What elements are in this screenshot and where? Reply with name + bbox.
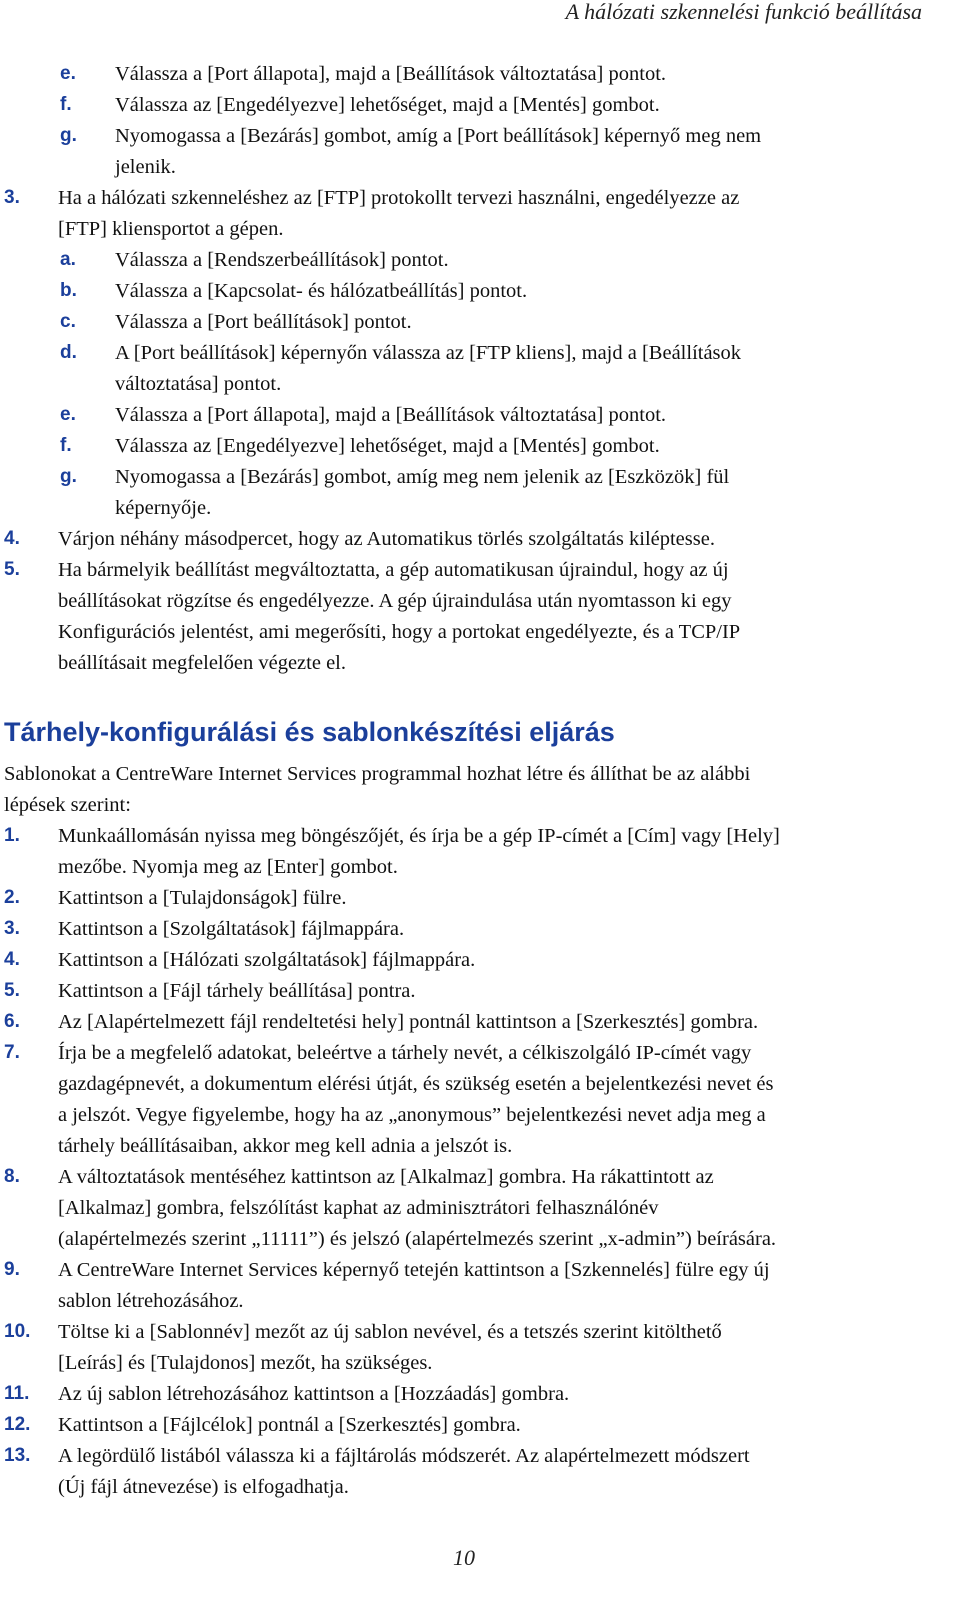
list-item-text-line: Munkaállomásán nyissa meg böngészőjét, és írja be a gép IP-címét a [Cím] vagy [Hely] bbox=[58, 825, 780, 847]
list-item-text-line: Válassza az [Engedélyezve] lehetőséget, majd a [Mentés] gombot. bbox=[115, 435, 660, 457]
list-item-number: a. bbox=[60, 249, 76, 270]
list-item-text-line: Nyomogassa a [Bezárás] gombot, amíg meg nem jelenik az [Eszközök] fül bbox=[115, 466, 730, 488]
list-item-number: 12. bbox=[4, 1414, 31, 1435]
page-header: A hálózati szkennelési funkció beállítása bbox=[565, 0, 922, 24]
list-item-text-line: Töltse ki a [Sablonnév] mezőt az új sablon nevével, és a tetszés szerint kitölthető bbox=[58, 1321, 722, 1343]
list-item-number: 10. bbox=[4, 1321, 31, 1342]
list-item-number: 13. bbox=[4, 1445, 31, 1466]
list-item-text-line: tárhely beállításaiban, akkor meg kell adnia a jelszót is. bbox=[58, 1135, 513, 1157]
list-item-text-line: Válassza a [Port beállítások] pontot. bbox=[115, 311, 412, 333]
list-item-number: e. bbox=[60, 63, 76, 84]
list-item-number: g. bbox=[60, 466, 77, 487]
list-item-number: 6. bbox=[4, 1011, 20, 1032]
list-item-number: 5. bbox=[4, 980, 20, 1001]
list-item-number: 3. bbox=[4, 187, 20, 208]
list-item-text-line: Kattintson a [Szolgáltatások] fájlmappára. bbox=[58, 918, 405, 940]
list-item-text-line: Kattintson a [Tulajdonságok] fülre. bbox=[58, 887, 347, 909]
list-item-number: e. bbox=[60, 404, 76, 425]
list-item-number: 9. bbox=[4, 1259, 20, 1280]
list-item-number: b. bbox=[60, 280, 77, 301]
list-item-text-line: Írja be a megfelelő adatokat, beleértve a tárhely nevét, a célkiszolgáló IP-címét vagy bbox=[58, 1042, 752, 1064]
list-item-text-line: sablon létrehozásához. bbox=[58, 1290, 244, 1312]
list-item-text-line: Kattintson a [Fájl tárhely beállítása] pontra. bbox=[58, 980, 416, 1002]
list-item-text-line: Kattintson a [Fájlcélok] pontnál a [Szerkesztés] gombra. bbox=[58, 1414, 521, 1436]
intro-text-line: lépések szerint: bbox=[4, 794, 131, 816]
list-item-number: 3. bbox=[4, 918, 20, 939]
list-item-text-line: Nyomogassa a [Bezárás] gombot, amíg a [Port beállítások] képernyő meg nem bbox=[115, 125, 762, 147]
section-title: Tárhely-konfigurálási és sablonkészítési eljárás bbox=[4, 717, 615, 747]
list-item-number: 7. bbox=[4, 1042, 20, 1063]
list-item-text-line: Kattintson a [Hálózati szolgáltatások] fájlmappára. bbox=[58, 949, 476, 971]
list-item-text-line: a jelszót. Vegye figyelembe, hogy ha az „anonymous” bejelentkezési nevet adja meg a bbox=[58, 1104, 766, 1126]
list-item-text-line: beállításokat rögzítse és engedélyezze. A gép újraindulása után nyomtasson ki egy bbox=[58, 590, 732, 612]
list-item-text-line: [Alkalmaz] gombra, felszólítást kaphat az adminisztrátori felhasználónév bbox=[58, 1197, 659, 1219]
list-item-text-line: [FTP] kliensportot a gépen. bbox=[58, 218, 284, 240]
list-item-text-line: (Új fájl átnevezése) is elfogadhatja. bbox=[58, 1476, 349, 1498]
list-item-number: 4. bbox=[4, 528, 20, 549]
list-item-number: f. bbox=[60, 94, 72, 115]
list-item-number: 2. bbox=[4, 887, 20, 908]
list-item-text-line: képernyője. bbox=[115, 497, 212, 519]
list-item-text-line: Válassza a [Kapcsolat- és hálózatbeállítás] pontot. bbox=[115, 280, 528, 302]
list-item-number: c. bbox=[60, 311, 76, 332]
list-item-text-line: A [Port beállítások] képernyőn válassza az [FTP kliens], majd a [Beállítások bbox=[115, 342, 742, 364]
list-item-text-line: gazdagépnevét, a dokumentum elérési útját, és szükség esetén a bejelentkezési nevet és bbox=[58, 1073, 774, 1095]
page-number: 10 bbox=[453, 1545, 475, 1570]
list-item-text-line: Válassza a [Rendszerbeállítások] pontot. bbox=[115, 249, 449, 271]
list-item-text-line: Ha a hálózati szkenneléshez az [FTP] protokollt tervezi használni, engedélyezze az bbox=[58, 187, 740, 209]
list-item-text-line: Válassza a [Port állapota], majd a [Beállítások változtatása] pontot. bbox=[115, 404, 667, 426]
list-item-number: d. bbox=[60, 342, 77, 363]
list-item-text-line: Várjon néhány másodpercet, hogy az Automatikus törlés szolgáltatás kiléptesse. bbox=[58, 528, 715, 550]
list-item-text-line: beállításait megfelelően végezte el. bbox=[58, 652, 346, 674]
list-item-text-line: Válassza az [Engedélyezve] lehetőséget, majd a [Mentés] gombot. bbox=[115, 94, 660, 116]
list-item-text-line: Az [Alapértelmezett fájl rendeltetési hely] pontnál kattintson a [Szerkesztés] gombra. bbox=[58, 1011, 759, 1033]
list-item-text-line: (alapértelmezés szerint „11111”) és jelszó (alapértelmezés szerint „x-admin”) beírására. bbox=[58, 1228, 777, 1250]
list-item-text-line: Ha bármelyik beállítást megváltoztatta, a gép automatikusan újraindul, hogy az új bbox=[58, 559, 729, 581]
list-item-text-line: A CentreWare Internet Services képernyő tetején kattintson a [Szkennelés] fülre egy új bbox=[58, 1259, 770, 1281]
list-item-text-line: [Leírás] és [Tulajdonos] mezőt, ha szükséges. bbox=[58, 1352, 433, 1374]
list-item-number: f. bbox=[60, 435, 72, 456]
list-item-text-line: mezőbe. Nyomja meg az [Enter] gombot. bbox=[58, 856, 398, 878]
list-item-text-line: Az új sablon létrehozásához kattintson a [Hozzáadás] gombra. bbox=[58, 1383, 570, 1405]
list-item-text-line: Konfigurációs jelentést, ami megerősíti, hogy a portokat engedélyezte, és a TCP/IP bbox=[58, 621, 741, 643]
list-item-text-line: jelenik. bbox=[115, 156, 176, 178]
list-item-number: 5. bbox=[4, 559, 20, 580]
intro-text-line: Sablonokat a CentreWare Internet Services programmal hozhat létre és állíthat be az alábbi bbox=[4, 763, 751, 785]
list-item-number: g. bbox=[60, 125, 77, 146]
list-item-text-line: változtatása] pontot. bbox=[115, 373, 282, 395]
list-item-number: 11. bbox=[4, 1383, 30, 1404]
list-item-text-line: A legördülő listából válassza ki a fájltárolás módszerét. Az alapértelmezett módszert bbox=[58, 1445, 750, 1467]
list-item-number: 4. bbox=[4, 949, 20, 970]
list-item-number: 8. bbox=[4, 1166, 20, 1187]
list-item-text-line: Válassza a [Port állapota], majd a [Beállítások változtatása] pontot. bbox=[115, 63, 667, 85]
list-item-number: 1. bbox=[4, 825, 20, 846]
list-item-text-line: A változtatások mentéséhez kattintson az [Alkalmaz] gombra. Ha rákattintott az bbox=[58, 1166, 714, 1188]
